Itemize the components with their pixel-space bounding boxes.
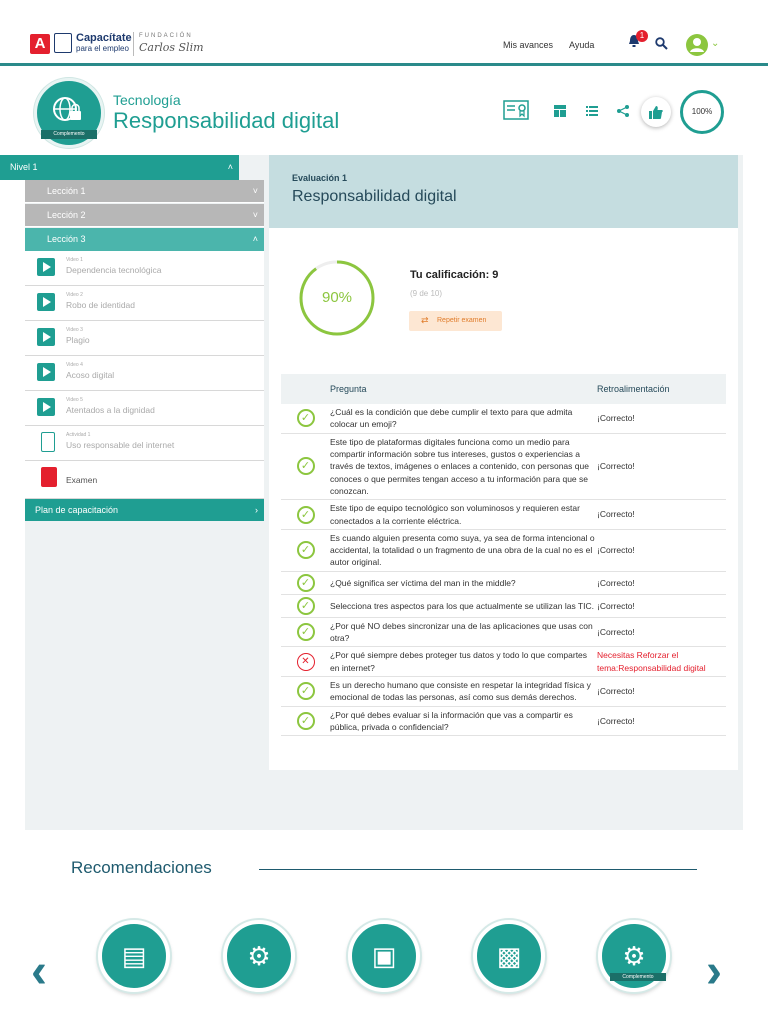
- lesson-label: Lección 2: [47, 210, 86, 220]
- table-row: [281, 500, 726, 530]
- recommendations-divider: [259, 869, 697, 870]
- table-row: [281, 617, 726, 647]
- ai-chip-icon: ⚙: [247, 941, 271, 971]
- check-circle-icon: ✓: [297, 506, 315, 524]
- item-title: Acoso digital: [66, 370, 115, 380]
- evaluation-label: Evaluación 1: [292, 173, 348, 183]
- dashboard-icon[interactable]: [554, 105, 566, 117]
- item-kind: Video 3: [66, 327, 83, 333]
- foundation-label: FUNDACIÓN: [139, 33, 193, 39]
- grade-sub: (9 de 10): [410, 289, 443, 298]
- search-icon[interactable]: [655, 37, 668, 50]
- item-kind: Actividad 1: [66, 432, 91, 438]
- chart-screen-icon: ▣: [371, 941, 397, 971]
- retry-exam-button[interactable]: [409, 311, 502, 331]
- feedback-cell: ¡Correcto!: [597, 529, 726, 571]
- check-circle-icon: ✓: [297, 712, 315, 730]
- brand-sub: para el empleo: [76, 44, 129, 53]
- sidebar-lesson-1[interactable]: [25, 180, 264, 203]
- code-gears-icon: ⚙: [622, 941, 646, 971]
- header-icon-col: [281, 374, 330, 404]
- plan-label: Plan de capacitación: [35, 505, 119, 515]
- feedback-cell: ¡Correcto!: [597, 617, 726, 647]
- nav-ayuda[interactable]: Ayuda: [569, 40, 595, 50]
- recommendation-card-1[interactable]: [98, 920, 170, 992]
- sidebar-item-video-1[interactable]: [25, 251, 264, 286]
- certificate-icon[interactable]: [503, 100, 529, 120]
- table-row: [281, 647, 726, 677]
- question-cell: ¿Cuál es la condición que debe cumplir el texto para que admita colocar un emoji?: [330, 404, 597, 433]
- x-circle-icon: ✕: [297, 653, 315, 671]
- table-row: [281, 404, 726, 433]
- table-row: [281, 529, 726, 571]
- brand-name: Capacítate: [76, 32, 132, 44]
- repeat-icon: ⇄: [421, 315, 429, 325]
- play-icon: [37, 258, 55, 276]
- feedback-cell: ¡Correcto!: [597, 571, 726, 594]
- feedback-cell: Necesitas Reforzar el tema:Responsabilidad digital: [597, 647, 726, 677]
- exam-icon: [41, 467, 57, 487]
- result-icon-cell: [281, 529, 330, 571]
- sidebar-level-label: Nivel 1: [10, 162, 38, 172]
- question-cell: ¿Qué significa ser víctima del man in the middle?: [330, 571, 597, 594]
- question-cell: Este tipo de equipo tecnológico son voluminosos y requieren estar conectados a la corriente eléctrica.: [330, 500, 597, 530]
- score-percentage: 90%: [321, 289, 353, 306]
- logo-a-icon[interactable]: A: [30, 34, 50, 54]
- recommendation-card-2[interactable]: [223, 920, 295, 992]
- item-title: Examen: [66, 475, 98, 485]
- table-row: [281, 571, 726, 594]
- computer-icon: ▤: [121, 941, 147, 971]
- check-circle-icon: ✓: [297, 682, 315, 700]
- header-question: Pregunta: [330, 374, 597, 404]
- check-circle-icon: ✓: [297, 623, 315, 641]
- feedback-cell: ¡Correcto!: [597, 594, 726, 617]
- item-title: Robo de identidad: [66, 300, 136, 310]
- list-icon[interactable]: [586, 106, 598, 116]
- document-icon: [41, 432, 55, 452]
- play-icon: [37, 363, 55, 381]
- results-table: [281, 374, 726, 736]
- table-header-row: [281, 374, 726, 404]
- result-icon-cell: [281, 433, 330, 500]
- sidebar-item-video-2[interactable]: [25, 286, 264, 321]
- chevron-down-icon: ˅: [252, 186, 258, 196]
- course-badge-ribbon: Complemento: [41, 130, 97, 139]
- logo-divider: [133, 32, 134, 56]
- card-ribbon: Complemento: [610, 973, 666, 981]
- item-kind: Video 4: [66, 362, 83, 368]
- question-cell: ¿Por qué siempre debes proteger tus datos y todo lo que compartes en internet?: [330, 647, 597, 677]
- lesson-label: Lección 1: [47, 186, 86, 196]
- capacitate-logo-icon: [54, 33, 72, 53]
- feedback-cell: ¡Correcto!: [597, 677, 726, 707]
- item-title: Plagio: [66, 335, 90, 345]
- chevron-up-icon: ˄: [252, 234, 258, 244]
- processor-icon: ▩: [496, 941, 522, 971]
- sidebar-item-activity-1[interactable]: [25, 426, 264, 461]
- item-kind: Video 5: [66, 397, 83, 403]
- sidebar-level-1[interactable]: [0, 155, 239, 180]
- check-circle-icon: ✓: [297, 597, 315, 615]
- notification-badge: 1: [636, 30, 648, 42]
- feedback-cell: ¡Correcto!: [597, 404, 726, 433]
- question-cell: Selecciona tres aspectos para los que actualmente se utilizan las TIC.: [330, 594, 597, 617]
- check-circle-icon: ✓: [297, 409, 315, 427]
- result-icon-cell: [281, 571, 330, 594]
- result-icon-cell: [281, 404, 330, 433]
- item-kind: Video 1: [66, 257, 83, 263]
- check-circle-icon: ✓: [297, 574, 315, 592]
- sidebar-item-exam[interactable]: [25, 461, 264, 499]
- table-row: [281, 433, 726, 500]
- user-avatar-icon[interactable]: [686, 34, 708, 56]
- question-cell: Este tipo de plataformas digitales funciona como un medio para compartir información sobre tus intereses, gustos o experiencias a través de textos, imágenes o enlaces a contenido, con personas que conoces o que permites tengan acceso a tu información para que se conozcan.: [330, 433, 597, 500]
- recommendation-card-5[interactable]: [598, 920, 670, 992]
- result-icon-cell: [281, 617, 330, 647]
- recommendation-card-4[interactable]: [473, 920, 545, 992]
- question-cell: ¿Por qué NO debes sincronizar una de las aplicaciones que usas con otra?: [330, 617, 597, 647]
- feedback-cell: ¡Correcto!: [597, 500, 726, 530]
- sidebar-lesson-3[interactable]: [25, 228, 264, 251]
- question-cell: Es cuando alguien presenta como suya, ya sea de forma intencional o accidental, la totalidad o un fragmento de una obra de la cual no es el autor original.: [330, 529, 597, 571]
- play-icon: [37, 328, 55, 346]
- retry-label: Repetir examen: [437, 317, 487, 324]
- chevron-right-icon: ›: [255, 505, 258, 515]
- item-title: Atentados a la dignidad: [66, 405, 155, 415]
- play-icon: [37, 293, 55, 311]
- header-feedback: Retroalimentación: [597, 374, 726, 404]
- table-row: [281, 594, 726, 617]
- check-circle-icon: ✓: [297, 457, 315, 475]
- item-title: Uso responsable del internet: [66, 440, 175, 450]
- question-cell: Es un derecho humano que consiste en respetar la integridad física y emocional de todas las personas, así como sus demás derechos.: [330, 677, 597, 707]
- sidebar-item-video-3[interactable]: [25, 321, 264, 356]
- lesson-label: Lección 3: [47, 234, 86, 244]
- feedback-cell: ¡Correcto!: [597, 706, 726, 736]
- result-icon-cell: [281, 647, 330, 677]
- sidebar-item-video-5[interactable]: [25, 391, 264, 426]
- carousel-next-icon[interactable]: ›: [706, 945, 722, 998]
- result-icon-cell: [281, 706, 330, 736]
- course-category: Tecnología: [113, 92, 181, 108]
- result-icon-cell: [281, 594, 330, 617]
- nav-mis-avances[interactable]: Mis avances: [503, 40, 554, 50]
- course-progress: 100%: [680, 90, 724, 134]
- evaluation-title: Responsabilidad digital: [292, 188, 457, 205]
- thumbs-up-icon: [649, 106, 663, 119]
- recommendations-title: Recomendaciones: [71, 858, 212, 877]
- play-icon: [37, 398, 55, 416]
- like-button[interactable]: [641, 97, 671, 127]
- foundation-name: Carlos Slim: [139, 41, 204, 54]
- sidebar-plan[interactable]: [25, 499, 264, 521]
- feedback-cell: ¡Correcto!: [597, 433, 726, 500]
- item-kind: Video 2: [66, 292, 83, 298]
- share-icon[interactable]: [617, 105, 629, 117]
- result-icon-cell: [281, 500, 330, 530]
- question-cell: ¿Por qué debes evaluar si la información que vas a compartir es pública, privada o confidencial?: [330, 706, 597, 736]
- grade-label: Tu calificación: 9: [410, 269, 499, 281]
- course-title: Responsabilidad digital: [113, 108, 340, 133]
- carousel-prev-icon[interactable]: ‹: [31, 945, 47, 998]
- chevron-down-icon: ˅: [252, 210, 258, 220]
- chevron-up-icon: ˄: [227, 162, 233, 172]
- recommendation-card-3[interactable]: [348, 920, 420, 992]
- table-row: [281, 677, 726, 707]
- top-bar: [0, 0, 768, 66]
- item-title: Dependencia tecnológica: [66, 265, 162, 275]
- result-icon-cell: [281, 677, 330, 707]
- chevron-down-icon[interactable]: ⌄: [711, 38, 720, 49]
- check-circle-icon: ✓: [297, 541, 315, 559]
- sidebar-lesson-2[interactable]: [25, 204, 264, 227]
- sidebar-item-video-4[interactable]: [25, 356, 264, 391]
- table-row: [281, 706, 726, 736]
